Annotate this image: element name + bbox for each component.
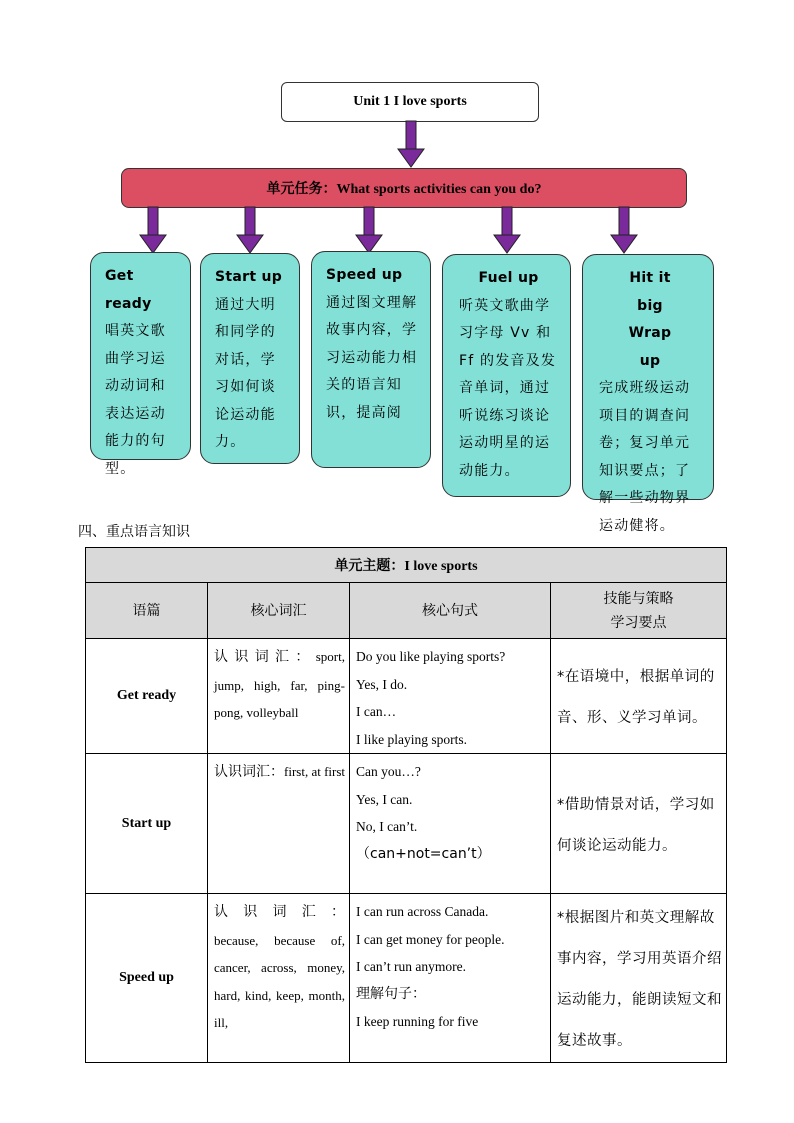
vocab-cell — [208, 754, 350, 894]
card-title: Start up — [215, 269, 283, 285]
header-lesson: 语篇 — [86, 583, 208, 639]
sentences-cell — [350, 639, 551, 754]
table-row — [86, 754, 727, 894]
card-fuel-up — [442, 254, 571, 497]
card-title: Get ready — [105, 268, 152, 312]
arrow-down-icon — [356, 207, 382, 253]
unit-task-bar — [121, 168, 687, 208]
card-start-up — [200, 253, 300, 464]
sentence-line: I keep running for five — [356, 1014, 479, 1029]
skill-cell: *根据图片和英文理解故事内容，学习用英语介绍运动能力，能朗读短文和复述故事。 — [551, 894, 727, 1063]
section-heading: 四、重点语言知识 — [78, 524, 190, 540]
lesson-cell: Start up — [86, 754, 208, 894]
sentence-line: I can’t run anymore. — [356, 959, 466, 974]
table-header-row — [86, 583, 727, 639]
card-hit-it-big — [582, 254, 714, 534]
vocab-lead: 认 识 词 汇 ： — [214, 904, 345, 920]
header-sentences: 核心句式 — [350, 583, 551, 639]
card-get-ready — [90, 252, 191, 477]
card-body: 完成班级运动项目的调查问卷；复习单元知识要点；了解一些动物界运动健将。 — [599, 380, 691, 534]
sentence-line: I like playing sports. — [356, 731, 467, 747]
language-knowledge-table — [85, 547, 727, 1063]
arrow-down-icon — [494, 207, 520, 253]
lesson-cell: Get ready — [86, 639, 208, 754]
vocab-lead: 认识词汇： — [214, 764, 284, 780]
skill-cell: *在语境中，根据单词的音、形、义学习单词。 — [551, 639, 727, 754]
sentence-line: Yes, I do. — [356, 676, 408, 692]
header-skill-line: 技能与策略 — [603, 590, 674, 607]
unit-title: Unit 1 I love sports — [353, 94, 467, 109]
table-row — [86, 894, 727, 1063]
card-speed-up — [311, 251, 431, 468]
sentence-line: （can+not=can’t） — [356, 845, 491, 862]
unit-task-text: 单元任务：What sports activities can you do? — [266, 182, 542, 197]
sentence-line: I can get money for people. — [356, 931, 505, 947]
card-body: 通过图文理解故事内容，学习运动能力相关的语言知识，提高阅 — [326, 294, 418, 421]
header-skills — [551, 583, 727, 639]
arrow-down-icon — [611, 207, 637, 253]
sentence-line: Do you like playing sports? — [356, 649, 506, 664]
sentence-line: Yes, I can. — [356, 791, 413, 807]
sentence-line: I can run across Canada. — [356, 904, 489, 919]
sentence-line: I can… — [356, 704, 397, 719]
table-theme: 单元主题：I love sports — [86, 548, 727, 583]
lesson-cell: Speed up — [86, 894, 208, 1063]
arrow-down-icon — [140, 207, 166, 253]
card-body: 通过大明和同学的对话，学习如何谈论运动能力。 — [215, 296, 276, 450]
sentence-line: 理解句子： — [356, 985, 426, 1002]
card-body: 听英文歌曲学习字母 Vv 和 Ff 的发音及发音单词，通过听说练习谈论运动明星的运动能力。 — [459, 297, 557, 479]
header-skill-line: 学习要点 — [610, 614, 667, 631]
vocab-words: because, because of, cancer, across, money, hard, kind, keep, month, ill, — [214, 932, 345, 1030]
vocab-lead: 认识词汇： — [214, 649, 316, 665]
vocab-words: sport, jump, high, far, ping-pong, volleyball — [214, 649, 345, 720]
sentences-cell — [350, 754, 551, 894]
sentence-line: Can you…? — [356, 764, 421, 779]
card-title: Fuel up — [478, 270, 539, 286]
table-theme-row — [86, 548, 727, 583]
arrow-down-icon — [237, 207, 263, 253]
vocab-cell — [208, 639, 350, 754]
table-row — [86, 639, 727, 754]
sentence-line: No, I can’t. — [356, 819, 418, 834]
card-body: 唱英文歌曲学习运动动词和表达运动能力的句型。 — [105, 323, 166, 477]
arrow-down-icon — [398, 121, 424, 167]
sentences-cell — [350, 894, 551, 1063]
vocab-cell — [208, 894, 350, 1063]
unit-title-box — [281, 82, 539, 122]
card-title: Speed up — [326, 267, 403, 283]
vocab-words: first, at first — [284, 764, 346, 779]
skill-cell: *借助情景对话，学习如何谈论运动能力。 — [551, 754, 727, 894]
card-title: Hit it big Wrap up — [628, 270, 672, 369]
header-vocab: 核心词汇 — [208, 583, 350, 639]
